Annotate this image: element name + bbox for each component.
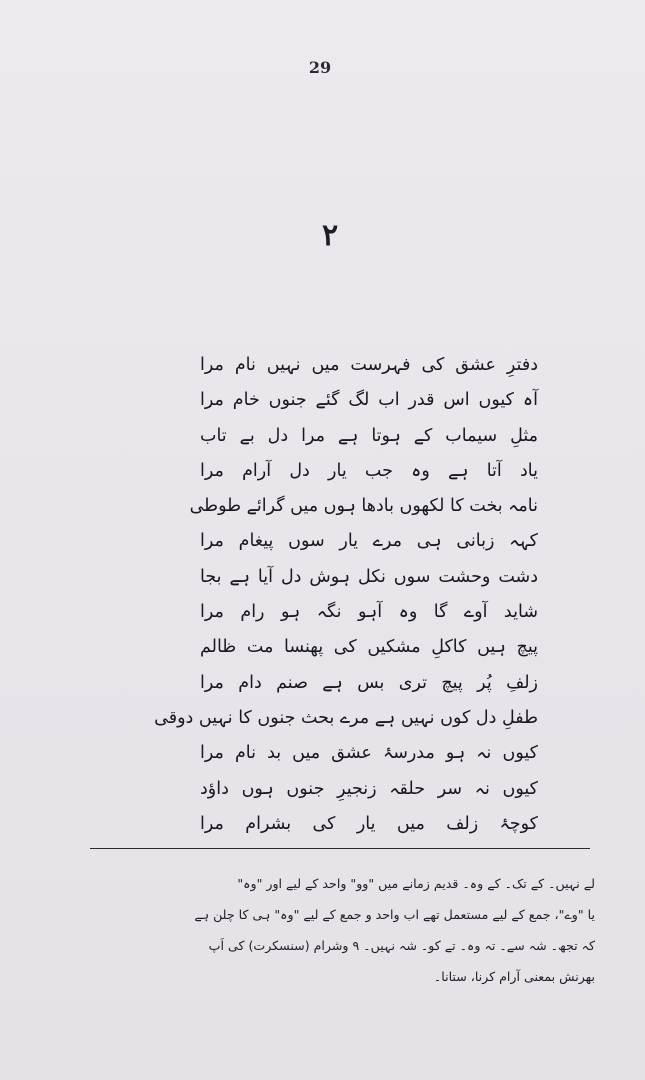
poem-verse: دفترِ عشق کی فہرست میں نہیں نام مرا — [200, 355, 538, 375]
poem-verse: نامہ بخت کا لکھوں بادھا ہوں میں گرائے طوطی — [189, 496, 538, 517]
poem-verse: شاید آوے گا وہ آہو نگہ ہو رام مرا — [200, 602, 538, 623]
poem-verse: طفلِ دل کوں نہیں ہے مرے بحث جنوں کا نہیں دوقی — [154, 707, 538, 728]
footnote-line: لے نہیں۔ کے تک۔ کے وہ۔ قدیم زمانے میں "وو" واحد کے لیے اور "وہ" — [237, 876, 595, 891]
poem — [154, 348, 538, 842]
footnote-divider — [90, 848, 590, 849]
footnotes — [100, 868, 595, 992]
poem-verse: مثلِ سیماب کے ہوتا ہے مرا دل بے تاب — [200, 425, 538, 446]
poem-verse: کیوں نہ سر حلقہ زنجیرِ جنوں ہوں داؤد — [200, 778, 538, 799]
poem-verse: دشت وحشت سوں نکل ہوش دل آیا ہے بجا — [200, 566, 538, 587]
footnote-line: بھرنش بمعنی آرام کرنا، ستانا۔ — [433, 969, 595, 984]
poem-verse: کہہ زبانی ہی مرے یار سوں پیغام مرا — [200, 531, 538, 552]
poem-verse: یاد آتا ہے وہ جب یار دل آرام مرا — [200, 460, 538, 481]
poem-verse: کوچۂ زلف میں یار کی بشرام مرا — [200, 813, 538, 834]
poem-verse: زلفِ پُر پیچ تری بس ہے صنم دام مرا — [200, 672, 538, 693]
footnote-line: کہ تجھ۔ شہ سے۔ تہ وہ۔ تے کو۔ شہ نہیں۔ ۹ وشرام (سنسکرت) کی اَپ — [208, 938, 595, 953]
page-number: 29 — [308, 58, 332, 77]
poem-verse: آہ کیوں اس قدر اب لگ گئے جنوں خام مرا — [200, 390, 538, 411]
footnote-line: یا "وے"، جمع کے لیے مستعمل تھے اب واحد و جمع کے لیے "وہ" ہی کا چلن ہے — [194, 907, 595, 922]
poem-verse: کیوں نہ ہو مدرسۂ عشق میں بد نام مرا — [200, 743, 538, 764]
poem-verse: پیچ ہیں کاکلِ مشکیں کی پھنسا مت ظالم — [200, 637, 538, 658]
section-number: ۲ — [321, 218, 339, 253]
